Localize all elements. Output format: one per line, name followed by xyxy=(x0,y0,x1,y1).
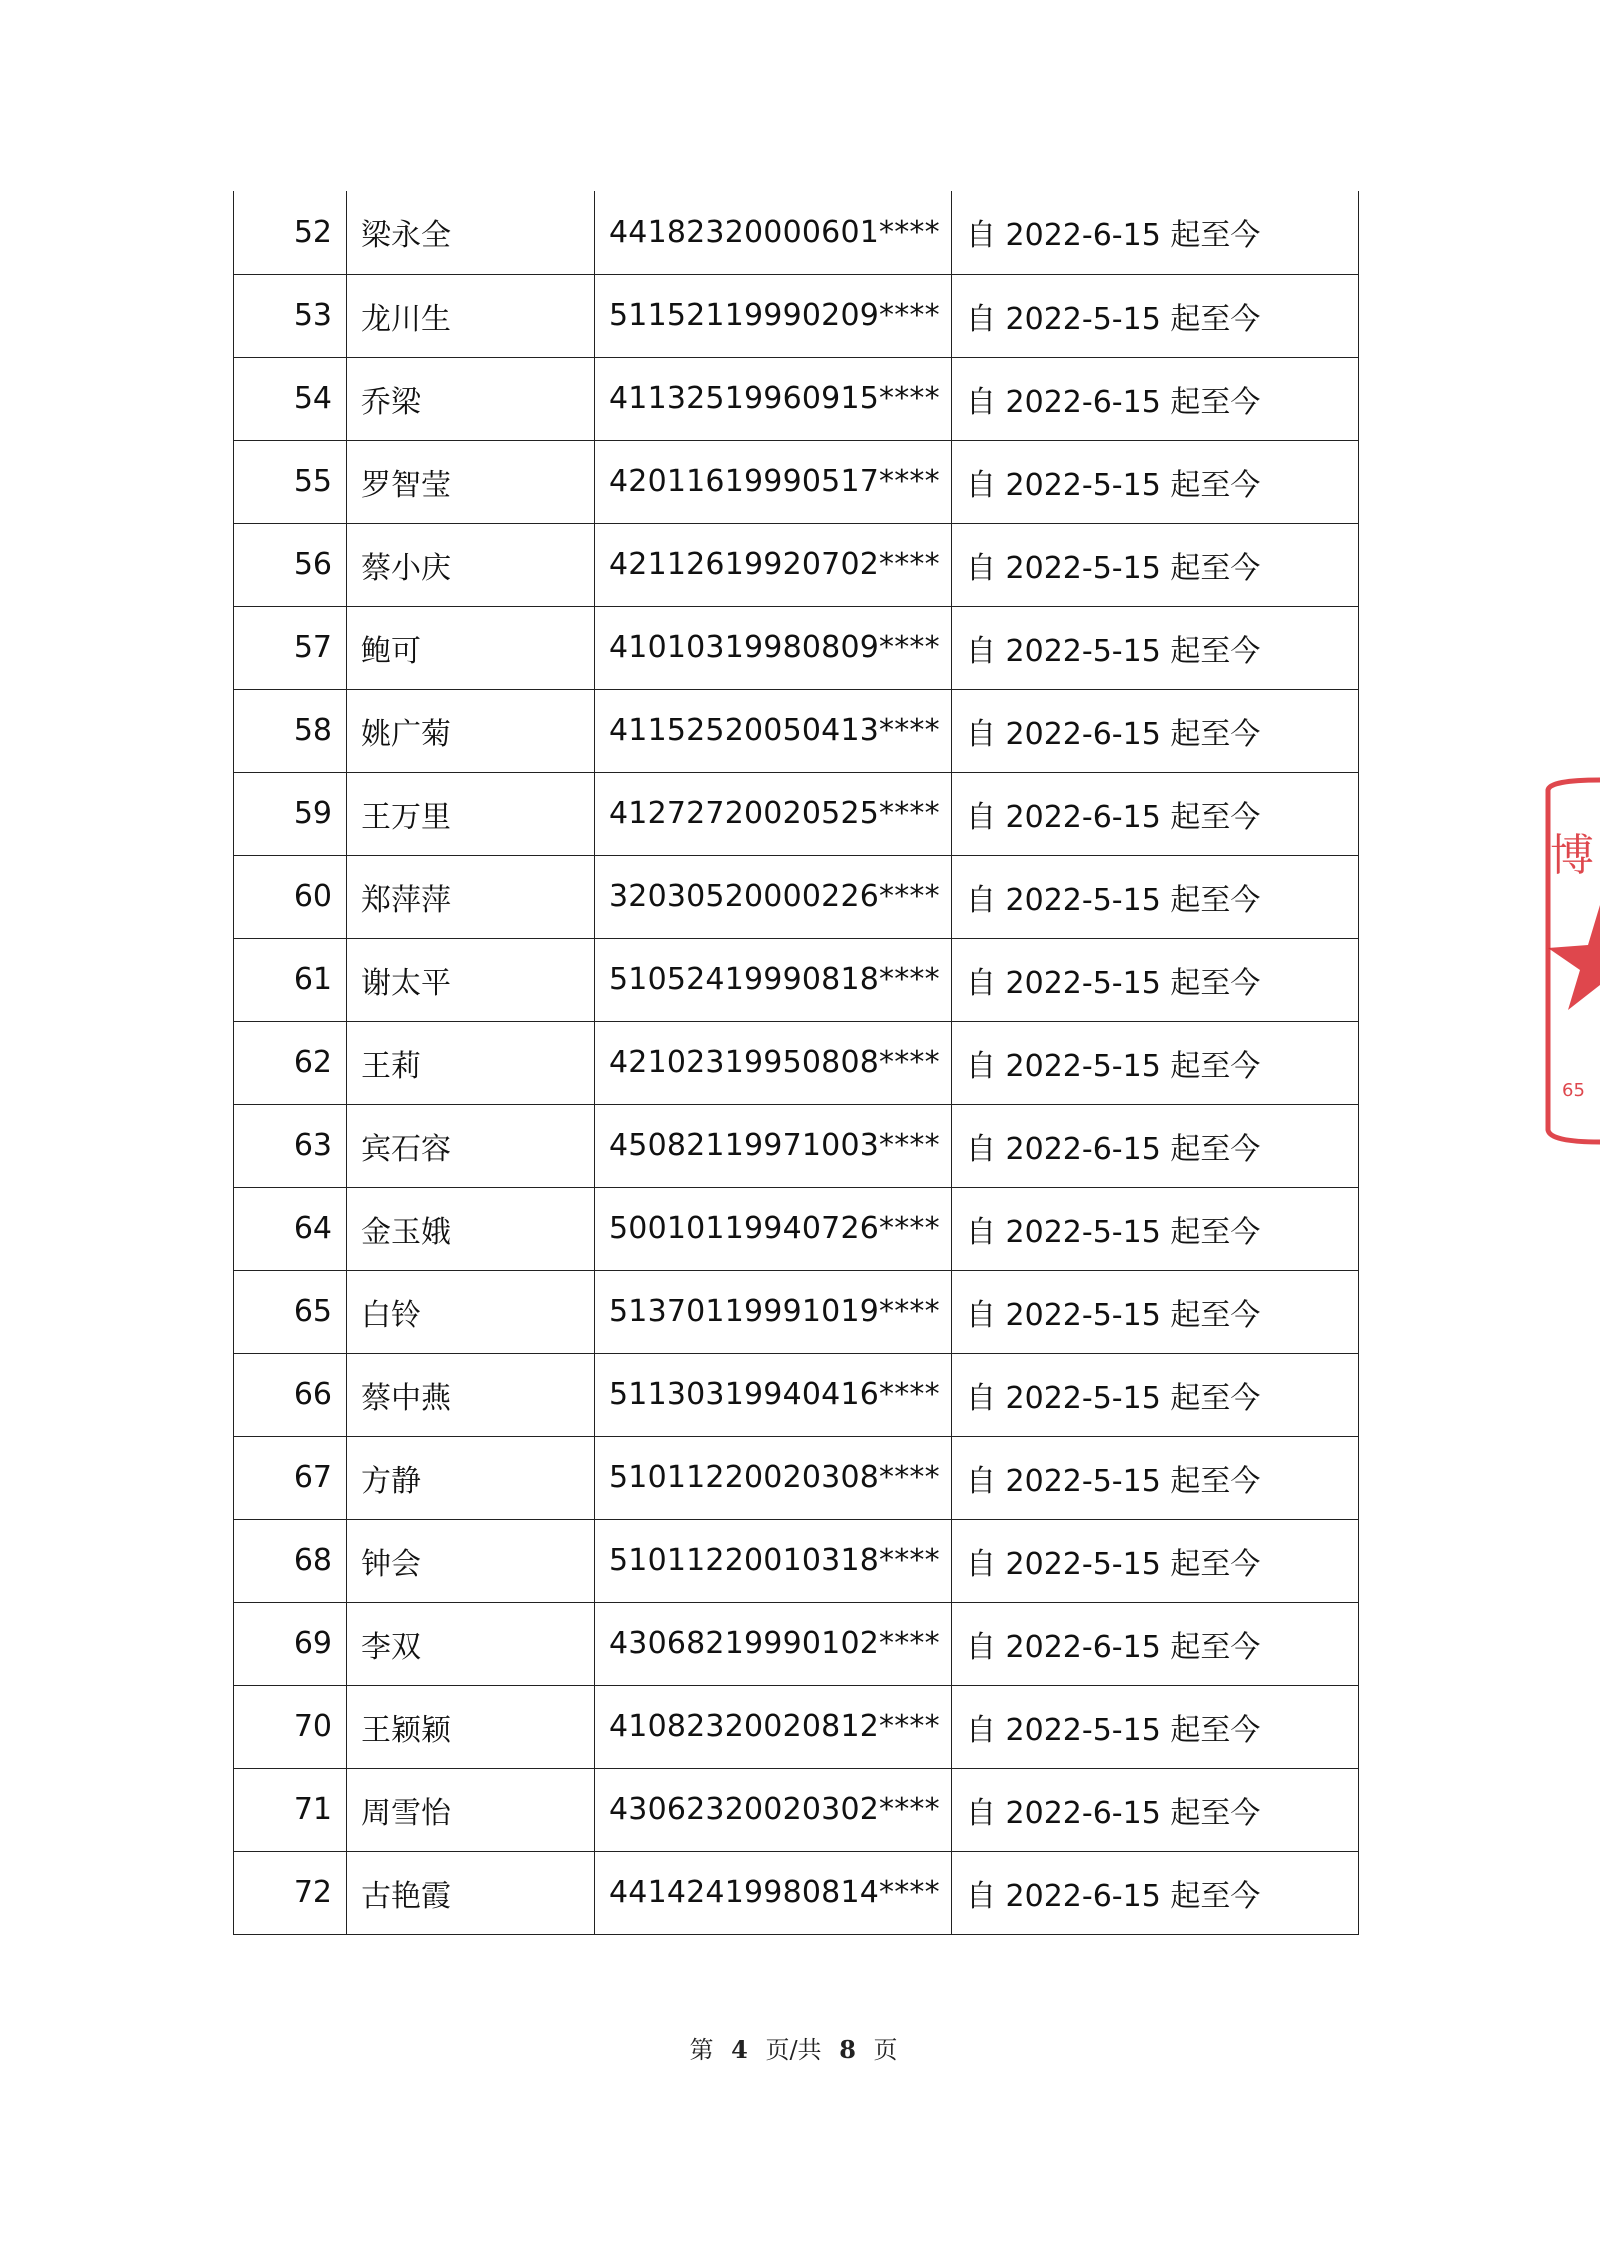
row-number-cell: 58 xyxy=(234,689,347,772)
row-number-cell: 61 xyxy=(234,938,347,1021)
footer-suffix: 页 xyxy=(873,2036,898,2064)
id-number-cell: 41132519960915**** xyxy=(595,357,952,440)
table-row xyxy=(234,1353,1359,1436)
table-row xyxy=(234,1685,1359,1768)
name-cell: 乔梁 xyxy=(347,357,595,440)
row-number-cell: 72 xyxy=(234,1851,347,1934)
id-number-cell: 43062320020302**** xyxy=(595,1768,952,1851)
name-cell: 方静 xyxy=(347,1436,595,1519)
footer-total-pages: 8 xyxy=(839,2035,856,2064)
seal-number: 65 xyxy=(1562,1080,1585,1101)
row-number-cell: 54 xyxy=(234,357,347,440)
row-number-cell: 62 xyxy=(234,1021,347,1104)
period-cell: 自 2022-5-15 起至今 xyxy=(952,1021,1359,1104)
name-cell: 钟会 xyxy=(347,1519,595,1602)
id-number-cell: 41010319980809**** xyxy=(595,606,952,689)
name-cell: 宾石容 xyxy=(347,1104,595,1187)
table-row xyxy=(234,357,1359,440)
row-number-cell: 63 xyxy=(234,1104,347,1187)
row-number-cell: 67 xyxy=(234,1436,347,1519)
row-number-cell: 52 xyxy=(234,191,347,274)
id-number-cell: 51370119991019**** xyxy=(595,1270,952,1353)
id-number-cell: 50010119940726**** xyxy=(595,1187,952,1270)
personnel-table xyxy=(233,191,1359,1935)
period-cell: 自 2022-5-15 起至今 xyxy=(952,1519,1359,1602)
period-cell: 自 2022-6-15 起至今 xyxy=(952,191,1359,274)
period-cell: 自 2022-6-15 起至今 xyxy=(952,772,1359,855)
id-number-cell: 51152119990209**** xyxy=(595,274,952,357)
period-cell: 自 2022-5-15 起至今 xyxy=(952,440,1359,523)
footer-page-number: 4 xyxy=(731,2035,748,2064)
table-row xyxy=(234,1104,1359,1187)
name-cell: 谢太平 xyxy=(347,938,595,1021)
name-cell: 古艳霞 xyxy=(347,1851,595,1934)
period-cell: 自 2022-5-15 起至今 xyxy=(952,1685,1359,1768)
id-number-cell: 51052419990818**** xyxy=(595,938,952,1021)
footer-prefix: 第 xyxy=(689,2036,714,2064)
name-cell: 蔡小庆 xyxy=(347,523,595,606)
id-number-cell: 51130319940416**** xyxy=(595,1353,952,1436)
period-cell: 自 2022-6-15 起至今 xyxy=(952,1851,1359,1934)
table-row xyxy=(234,772,1359,855)
table-row xyxy=(234,938,1359,1021)
id-number-cell: 44182320000601**** xyxy=(595,191,952,274)
table-row xyxy=(234,1851,1359,1934)
row-number-cell: 68 xyxy=(234,1519,347,1602)
name-cell: 李双 xyxy=(347,1602,595,1685)
period-cell: 自 2022-5-15 起至今 xyxy=(952,1270,1359,1353)
period-cell: 自 2022-6-15 起至今 xyxy=(952,357,1359,440)
name-cell: 郑萍萍 xyxy=(347,855,595,938)
period-cell: 自 2022-5-15 起至今 xyxy=(952,938,1359,1021)
table-row xyxy=(234,855,1359,938)
period-cell: 自 2022-6-15 起至今 xyxy=(952,1104,1359,1187)
seal-glyph: 博 xyxy=(1550,830,1594,881)
footer-middle: 页/共 xyxy=(765,2036,822,2064)
table-row xyxy=(234,1270,1359,1353)
period-cell: 自 2022-5-15 起至今 xyxy=(952,274,1359,357)
id-number-cell: 51011220010318**** xyxy=(595,1519,952,1602)
period-cell: 自 2022-5-15 起至今 xyxy=(952,1436,1359,1519)
name-cell: 王颖颖 xyxy=(347,1685,595,1768)
name-cell: 龙川生 xyxy=(347,274,595,357)
name-cell: 罗智莹 xyxy=(347,440,595,523)
id-number-cell: 42102319950808**** xyxy=(595,1021,952,1104)
id-number-cell: 41272720020525**** xyxy=(595,772,952,855)
row-number-cell: 70 xyxy=(234,1685,347,1768)
row-number-cell: 64 xyxy=(234,1187,347,1270)
row-number-cell: 66 xyxy=(234,1353,347,1436)
table-row xyxy=(234,440,1359,523)
row-number-cell: 55 xyxy=(234,440,347,523)
table-row xyxy=(234,1187,1359,1270)
table-row xyxy=(234,1436,1359,1519)
row-number-cell: 57 xyxy=(234,606,347,689)
id-number-cell: 45082119971003**** xyxy=(595,1104,952,1187)
table-row xyxy=(234,274,1359,357)
seal-star xyxy=(1548,905,1600,1010)
personnel-table-body xyxy=(234,191,1359,1934)
table-row xyxy=(234,1768,1359,1851)
table-row xyxy=(234,523,1359,606)
period-cell: 自 2022-6-15 起至今 xyxy=(952,689,1359,772)
id-number-cell: 41152520050413**** xyxy=(595,689,952,772)
table-row xyxy=(234,606,1359,689)
table-row xyxy=(234,1602,1359,1685)
name-cell: 白铃 xyxy=(347,1270,595,1353)
row-number-cell: 53 xyxy=(234,274,347,357)
name-cell: 蔡中燕 xyxy=(347,1353,595,1436)
period-cell: 自 2022-6-15 起至今 xyxy=(952,1602,1359,1685)
name-cell: 金玉娥 xyxy=(347,1187,595,1270)
page-footer xyxy=(0,2030,1587,2065)
name-cell: 姚广菊 xyxy=(347,689,595,772)
name-cell: 周雪怡 xyxy=(347,1768,595,1851)
id-number-cell: 43068219990102**** xyxy=(595,1602,952,1685)
table-row xyxy=(234,1021,1359,1104)
period-cell: 自 2022-5-15 起至今 xyxy=(952,1187,1359,1270)
id-number-cell: 42011619990517**** xyxy=(595,440,952,523)
row-number-cell: 59 xyxy=(234,772,347,855)
id-number-cell: 32030520000226**** xyxy=(595,855,952,938)
id-number-cell: 44142419980814**** xyxy=(595,1851,952,1934)
table-row xyxy=(234,689,1359,772)
row-number-cell: 71 xyxy=(234,1768,347,1851)
id-number-cell: 41082320020812**** xyxy=(595,1685,952,1768)
period-cell: 自 2022-5-15 起至今 xyxy=(952,855,1359,938)
table-row xyxy=(234,1519,1359,1602)
name-cell: 鲍可 xyxy=(347,606,595,689)
period-cell: 自 2022-5-15 起至今 xyxy=(952,1353,1359,1436)
name-cell: 梁永全 xyxy=(347,191,595,274)
period-cell: 自 2022-6-15 起至今 xyxy=(952,1768,1359,1851)
table-row xyxy=(234,191,1359,274)
row-number-cell: 65 xyxy=(234,1270,347,1353)
period-cell: 自 2022-5-15 起至今 xyxy=(952,523,1359,606)
id-number-cell: 51011220020308**** xyxy=(595,1436,952,1519)
id-number-cell: 42112619920702**** xyxy=(595,523,952,606)
name-cell: 王莉 xyxy=(347,1021,595,1104)
row-number-cell: 60 xyxy=(234,855,347,938)
row-number-cell: 69 xyxy=(234,1602,347,1685)
period-cell: 自 2022-5-15 起至今 xyxy=(952,606,1359,689)
row-number-cell: 56 xyxy=(234,523,347,606)
official-seal-fragment xyxy=(1540,770,1600,1150)
name-cell: 王万里 xyxy=(347,772,595,855)
